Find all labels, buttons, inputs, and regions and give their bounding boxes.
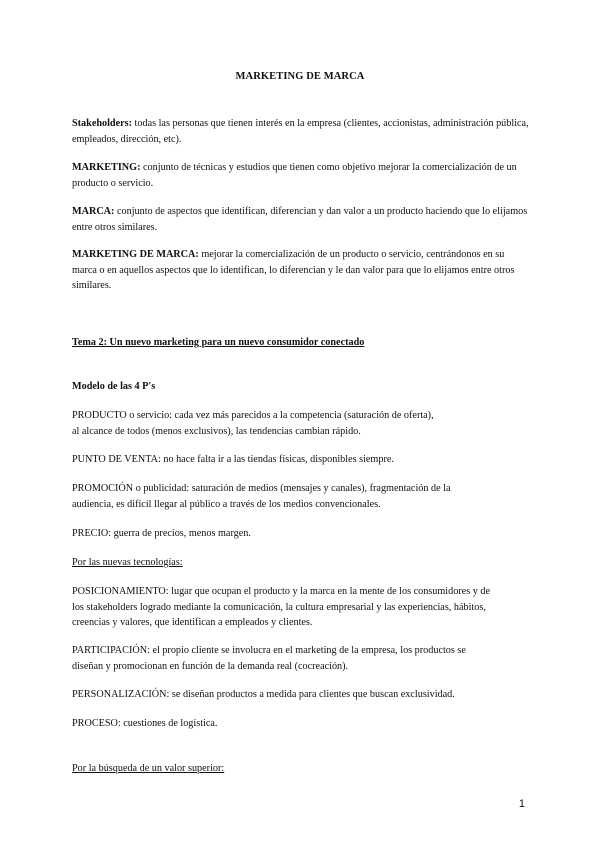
item-text: : cuestiones de logística.	[117, 718, 218, 729]
page-number: 1	[518, 798, 525, 810]
definition-label: MARCA:	[72, 206, 115, 217]
item-text: : el propio cliente se involucra en el marketing de la empresa, los productos se diseñan y promocionan en función de la demanda real (cocreación).	[72, 645, 466, 672]
item-text: o servicio: cada vez más parecidos a la competencia (saturación de oferta), al alcance de todos (menos exclusivos), las tendencias cambian rápido.	[72, 410, 434, 437]
item-text: : se diseñan productos a medida para clientes que buscan exclusividad.	[166, 689, 455, 700]
model-heading: Modelo de las 4 P's	[72, 381, 156, 392]
personalizacion	[72, 687, 542, 703]
page-title: MARKETING DE MARCA	[235, 71, 365, 82]
item-text: : lugar que ocupan el producto y la marca en la mente de los consumidores y de los stakeholders logrado mediante la comunicación, la cultura empresarial y las experiencias, hábitos, creencias y valores, que identifican a empleados y clientes.	[72, 586, 490, 628]
p-promocion	[72, 481, 452, 512]
p-precio	[72, 526, 542, 542]
item-label: PRODUCTO	[72, 410, 127, 421]
item-label: PRECIO	[72, 528, 109, 539]
definition-marketing	[72, 160, 542, 191]
item-label: PERSONALIZACIÓN	[72, 689, 167, 700]
item-label: POSICIONAMIENTO	[72, 586, 166, 597]
definition-stakeholders	[72, 116, 542, 147]
item-text: : guerra de precios, menos margen.	[108, 528, 251, 539]
superior-heading: Por la búsqueda de un valor superior:	[72, 763, 225, 774]
item-label: PROCESO	[72, 718, 118, 729]
definition-text: conjunto de aspectos que identifican, diferencian y dan valor a un producto haciendo que lo elijamos entre otros similares.	[72, 206, 528, 233]
posicionamiento	[72, 584, 492, 631]
item-label: PARTICIPACIÓN	[72, 645, 148, 656]
p-punto-de-venta	[72, 452, 542, 468]
definition-label: MARKETING:	[72, 162, 141, 173]
definition-text: mejorar la comercialización de un producto o servicio, centrándonos en su marca o en aquellos aspectos que lo identifican, lo diferencian y le dan valor para que lo elijamos entre otros similares.	[72, 249, 515, 291]
item-text: : no hace falta ir a las tiendas físicas, disponibles siempre.	[157, 454, 394, 465]
item-label: PROMOCIÓN	[72, 483, 134, 494]
item-label: PUNTO DE VENTA	[72, 454, 158, 465]
definition-marketing-de-marca	[72, 247, 522, 294]
participacion	[72, 643, 492, 674]
p-producto	[72, 408, 442, 439]
item-text: o publicidad: saturación de medios (mensajes y canales), fragmentación de la audiencia, es difícil llegar al público a través de los medios convencionales.	[72, 483, 451, 510]
definition-label: MARKETING DE MARCA:	[72, 249, 199, 260]
new-tech-heading: Por las nuevas tecnologías:	[72, 557, 183, 568]
topic-heading: Tema 2: Un nuevo marketing para un nuevo consumidor conectado	[72, 337, 365, 348]
proceso	[72, 716, 542, 732]
definition-label: Stakeholders:	[72, 118, 132, 129]
definition-marca	[72, 204, 534, 235]
definition-text: conjunto de técnicas y estudios que tienen como objetivo mejorar la comercialización de un producto o servicio.	[72, 162, 517, 189]
definition-text: todas las personas que tienen interés en la empresa (clientes, accionistas, administración pública, empleados, dirección, etc).	[72, 118, 529, 145]
